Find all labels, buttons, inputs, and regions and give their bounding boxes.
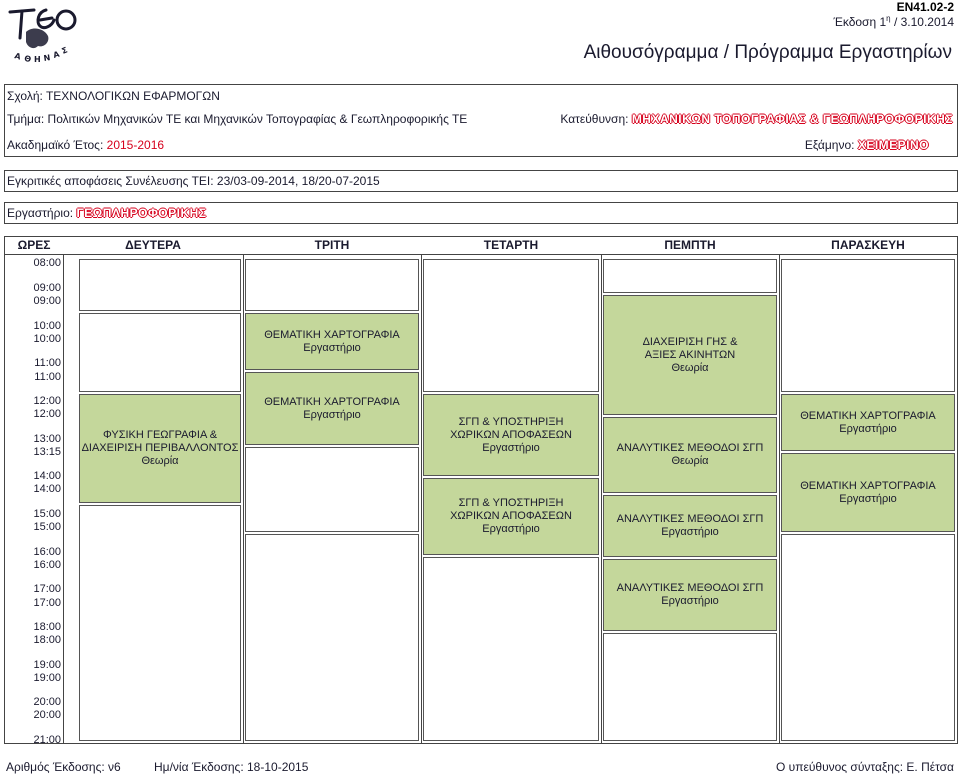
empty-slot xyxy=(79,505,241,741)
course-type: Εργαστήριο xyxy=(482,441,540,454)
time-label: 17:00 xyxy=(33,583,61,595)
header-wednesday: ΤΕΤΑΡΤΗ xyxy=(421,237,601,255)
info-box xyxy=(4,84,958,157)
column-divider xyxy=(243,255,244,743)
time-label: 14:00 xyxy=(33,470,61,482)
course-type: Εργαστήριο xyxy=(303,408,361,421)
direction-field xyxy=(560,112,953,126)
course-cell[interactable] xyxy=(245,372,419,445)
course-title: ΔΙΑΧΕΙΡΙΣΗ ΠΕΡΙΒΑΛΛΟΝΤΟΣ xyxy=(81,442,239,454)
lab-field xyxy=(7,206,207,220)
course-cell[interactable] xyxy=(603,417,777,493)
course-type: Εργαστήριο xyxy=(839,492,897,505)
course-cell[interactable] xyxy=(603,559,777,631)
svg-text:Α: Α xyxy=(52,49,61,60)
course-type: Εργαστήριο xyxy=(303,341,361,354)
empty-slot xyxy=(781,534,955,741)
direction-label: Κατεύθυνση: xyxy=(560,112,629,126)
empty-slot xyxy=(423,557,599,741)
svg-text:Η: Η xyxy=(34,55,41,64)
year-field xyxy=(7,138,164,152)
course-type: Θεωρία xyxy=(141,455,179,467)
author: Ο υπεύθυνος σύνταξης: Ε. Πέτσα xyxy=(775,760,954,774)
course-title: ΔΙΑΧΕΙΡΙΣΗ ΓΗΣ & xyxy=(642,335,738,348)
time-label: 10:00 xyxy=(33,320,61,332)
tei-athens-logo xyxy=(4,2,80,64)
course-title: ΣΓΠ & ΥΠΟΣΤΗΡΙΞΗ xyxy=(458,497,564,509)
svg-text:Α: Α xyxy=(13,51,22,62)
course-title: ΦΥΣΙΚΗ ΓΕΩΓΡΑΦΙΑ & xyxy=(102,429,218,441)
course-type: Θεωρία xyxy=(671,455,709,467)
course-type: Εργαστήριο xyxy=(661,526,719,538)
column-divider xyxy=(779,255,780,743)
approval-text: Εγκριτικές αποφάσεις Συνέλευσης ΤΕΙ: 23/03-09-2014, 18/20-07-2015 xyxy=(7,174,380,188)
course-title: ΑΝΑΛΥΤΙΚΕΣ ΜΕΘΟΔΟΙ ΣΓΠ xyxy=(616,513,764,525)
svg-text:Σ: Σ xyxy=(60,45,69,56)
year-label: Ακαδημαϊκό Έτος: xyxy=(7,138,104,152)
school-label: Σχολή: ΤΕΧΝΟΛΟΓΙΚΩΝ ΕΦΑΡΜΟΓΩΝ xyxy=(7,89,220,103)
course-title: ΣΓΠ & ΥΠΟΣΤΗΡΙΞΗ xyxy=(458,415,564,428)
course-cell[interactable] xyxy=(603,295,777,415)
empty-slot xyxy=(423,259,599,392)
time-label: 14:00 xyxy=(33,483,61,495)
time-label: 13:15 xyxy=(33,446,61,458)
empty-slot xyxy=(245,534,419,741)
lab-label: Εργαστήριο: xyxy=(7,206,74,220)
svg-text:Ν: Ν xyxy=(43,53,51,63)
empty-slot xyxy=(79,313,241,392)
course-cell[interactable] xyxy=(781,394,955,451)
header-tuesday: ΤΡΙΤΗ xyxy=(243,237,421,255)
header-friday: ΠΑΡΑΣΚΕΥΗ xyxy=(779,237,957,255)
course-title: ΘΕΜΑΤΙΚΗ ΧΑΡΤΟΓΡΑΦΙΑ xyxy=(800,479,936,492)
course-title: ΑΞΙΕΣ ΑΚΙΝΗΤΩΝ xyxy=(644,348,736,361)
department-label: Τμήμα: Πολιτικών Μηχανικών ΤΕ και Μηχανικών Τοπογραφίας & Γεωπληροφορικής ΤΕ xyxy=(7,112,468,126)
document-code: ΕΝ41.02-2 xyxy=(896,0,954,14)
lab-value: ΓΕΩΠΛΗΡΟΦΟΡΙΚΗΣ xyxy=(76,206,207,220)
document-version: Έκδοση $1^\eta / 3.10.2014$ xyxy=(833,14,954,29)
empty-slot xyxy=(245,259,419,311)
time-label: 12:00 xyxy=(33,395,61,407)
schedule-table xyxy=(4,236,958,744)
semester-field xyxy=(805,138,929,152)
course-cell[interactable] xyxy=(245,313,419,370)
course-title: ΧΩΡΙΚΩΝ ΑΠΟΦΑΣΕΩΝ xyxy=(450,428,572,441)
course-type: Θεωρία xyxy=(671,361,709,374)
time-label: 10:00 xyxy=(33,333,61,345)
lab-box xyxy=(4,202,958,224)
issue-date: Ημ/νία Έκδοσης: 18-10-2015 xyxy=(154,760,309,774)
time-label: 19:00 xyxy=(33,672,61,684)
empty-slot xyxy=(603,259,777,293)
empty-slot xyxy=(245,447,419,532)
column-divider xyxy=(421,255,422,743)
course-cell[interactable] xyxy=(603,495,777,557)
time-label: 18:00 xyxy=(33,621,61,633)
header-monday: ΔΕΥΤΕΡΑ xyxy=(63,237,243,255)
time-label: 11:00 xyxy=(34,357,61,369)
issue-number: Αριθμός Έκδοσης: ν6 xyxy=(6,760,121,774)
svg-text:Θ: Θ xyxy=(23,54,32,64)
time-label: 17:00 xyxy=(33,597,61,609)
course-title: ΧΩΡΙΚΩΝ ΑΠΟΦΑΣΕΩΝ xyxy=(450,510,572,522)
time-label: 15:00 xyxy=(33,521,61,533)
course-title: ΘΕΜΑΤΙΚΗ ΧΑΡΤΟΓΡΑΦΙΑ xyxy=(264,328,400,341)
course-title: ΘΕΜΑΤΙΚΗ ΧΑΡΤΟΓΡΑΦΙΑ xyxy=(800,409,936,422)
time-label: 21:00 xyxy=(33,734,61,746)
course-title: ΑΝΑΛΥΤΙΚΕΣ ΜΕΘΟΔΟΙ ΣΓΠ xyxy=(616,582,764,594)
empty-slot xyxy=(603,633,777,741)
column-divider xyxy=(63,255,64,743)
column-divider xyxy=(601,255,602,743)
course-cell[interactable] xyxy=(423,478,599,555)
time-label: 09:00 xyxy=(33,282,61,294)
direction-value: ΜΗΧΑΝΙΚΩΝ ΤΟΠΟΓΡΑΦΙΑΣ & ΓΕΩΠΛΗΡΟΦΟΡΙΚΗΣ xyxy=(631,112,953,126)
time-label: 16:00 xyxy=(33,546,61,558)
time-label: 20:00 xyxy=(33,709,61,721)
course-type: Εργαστήριο xyxy=(839,422,897,435)
time-label: 19:00 xyxy=(33,659,61,671)
page-title: Αιθουσόγραμμα / Πρόγραμμα Εργαστηρίων xyxy=(583,42,952,63)
empty-slot xyxy=(79,259,241,311)
course-cell[interactable] xyxy=(781,453,955,532)
time-label: 15:00 xyxy=(33,508,61,520)
time-label: 20:00 xyxy=(33,696,61,708)
course-type: Εργαστήριο xyxy=(661,595,719,607)
header-thursday: ΠΕΜΠΤΗ xyxy=(601,237,779,255)
course-cell[interactable] xyxy=(423,394,599,476)
course-cell[interactable] xyxy=(79,394,241,503)
time-label: 08:00 xyxy=(33,257,61,269)
header-hours: ΩΡΕΣ xyxy=(5,237,63,255)
semester-value: ΧΕΙΜΕΡΙΝΟ xyxy=(857,138,929,152)
year-value: 2015-2016 xyxy=(106,138,165,152)
approval-box xyxy=(4,170,958,192)
course-type: Εργαστήριο xyxy=(482,523,540,535)
empty-slot xyxy=(781,259,955,392)
time-label: 11:00 xyxy=(34,371,61,383)
time-label: 16:00 xyxy=(33,559,61,571)
time-label: 18:00 xyxy=(33,634,61,646)
time-label: 09:00 xyxy=(33,295,61,307)
time-label: 13:00 xyxy=(33,433,61,445)
course-title: ΑΝΑΛΥΤΙΚΕΣ ΜΕΘΟΔΟΙ ΣΓΠ xyxy=(616,442,764,454)
time-label: 12:00 xyxy=(33,408,61,420)
semester-label: Εξάμηνο: xyxy=(804,138,855,152)
course-title: ΘΕΜΑΤΙΚΗ ΧΑΡΤΟΓΡΑΦΙΑ xyxy=(264,395,400,408)
